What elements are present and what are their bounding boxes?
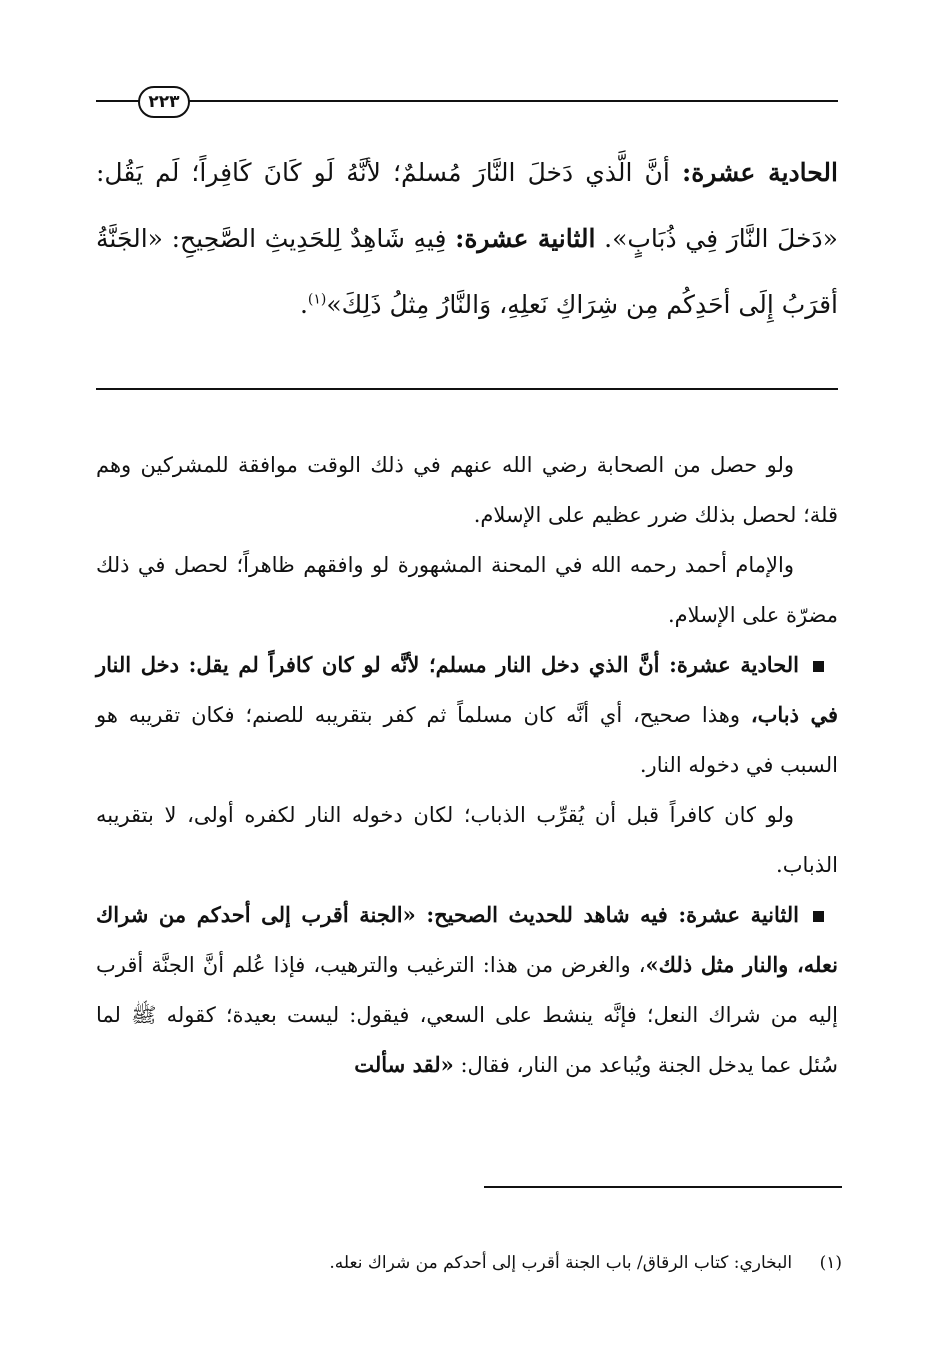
paragraph-twelfth xyxy=(96,890,838,1090)
footnote-marker: (١) xyxy=(307,291,327,308)
sharh-text xyxy=(96,440,838,1090)
eleventh-heading: الحادية عشرة: أنَّ الذي دخل النار مسلم؛ لأنَّه لو كان كافراً لم يقل: دخل النار في ذباب، xyxy=(96,652,838,727)
footnote-rule xyxy=(484,1186,842,1188)
paragraph-eleventh xyxy=(96,640,838,790)
twelfth-heading: الثانية عشرة: فيه شاهد للحديث الصحيح: «الجنة أقرب إلى أحدكم من شراك نعله، والنار مثل ذلك» xyxy=(96,902,838,977)
footnote-text: البخاري: كتاب الرقاق/ باب الجنة أقرب إلى أحدكم من شراك نعله. xyxy=(329,1253,793,1273)
section-separator xyxy=(96,388,838,390)
paragraph: ولو حصل من الصحابة رضي الله عنهم في ذلك الوقت موافقة للمشركين وهم قلة؛ لحصل بذلك ضرر عظيم على الإسلام. xyxy=(96,453,838,527)
square-bullet-icon xyxy=(813,911,824,922)
matn-eleventh-label: الحادية عشرة: xyxy=(681,158,838,187)
twelfth-body: ، والغرض من هذا: الترغيب والترهيب، فإذا عُلم أنَّ الجنَّة أقرب إليه من شراك النعل؛ فإنَّه ينشط على السعي، فيقول: ليست بعيدة؛ كقوله ﷺ لما سُئل عما يدخل الجنة ويُباعد من النار، فقال: xyxy=(96,953,838,1077)
matn-end-mark: . xyxy=(299,290,308,319)
header-rule xyxy=(96,100,838,102)
matn-text xyxy=(96,140,838,338)
matn-twelfth-text: فِيهِ شَاهِدٌ لِلحَدِيثِ الصَّحِيحِ: «الجَنَّةُ أقرَبُ إِلَى أحَدِكُم مِن شِرَاكِ نَعلِهِ، وَالنَّارُ مِثلُ ذَلِكَ» xyxy=(96,224,838,319)
square-bullet-icon xyxy=(813,661,824,672)
eleventh-body: وهذا صحيح، أي أنَّه كان مسلماً ثم كفر بتقريبه للصنم؛ فكان تقريبه هو السبب في دخوله النار. xyxy=(96,703,838,777)
paragraph: والإمام أحمد رحمه الله في المحنة المشهورة لو وافقهم ظاهراً؛ لحصل في ذلك مضرّة على الإسلام. xyxy=(96,553,838,627)
footnote-number: (١) xyxy=(819,1253,842,1273)
page-number: ٢٢٣ xyxy=(138,86,190,118)
twelfth-quote-start: «لقد سألت xyxy=(354,1052,454,1077)
footnote xyxy=(100,1248,842,1278)
matn-twelfth-label: الثانية عشرة: xyxy=(455,224,596,253)
paragraph: ولو كان كافراً قبل أن يُقرِّب الذباب؛ لكان دخوله النار لكفره أولى، لا بتقريبه الذباب. xyxy=(96,803,838,877)
page-header xyxy=(96,84,838,118)
matn-eleventh-text: أنَّ الَّذي دَخلَ النَّارَ مُسلمٌ؛ لأنَّهُ لَو كَانَ كَافِراً؛ لَم يَقُل: «دَخلَ النَّارَ فِي ذُبَابٍ». xyxy=(96,158,838,253)
